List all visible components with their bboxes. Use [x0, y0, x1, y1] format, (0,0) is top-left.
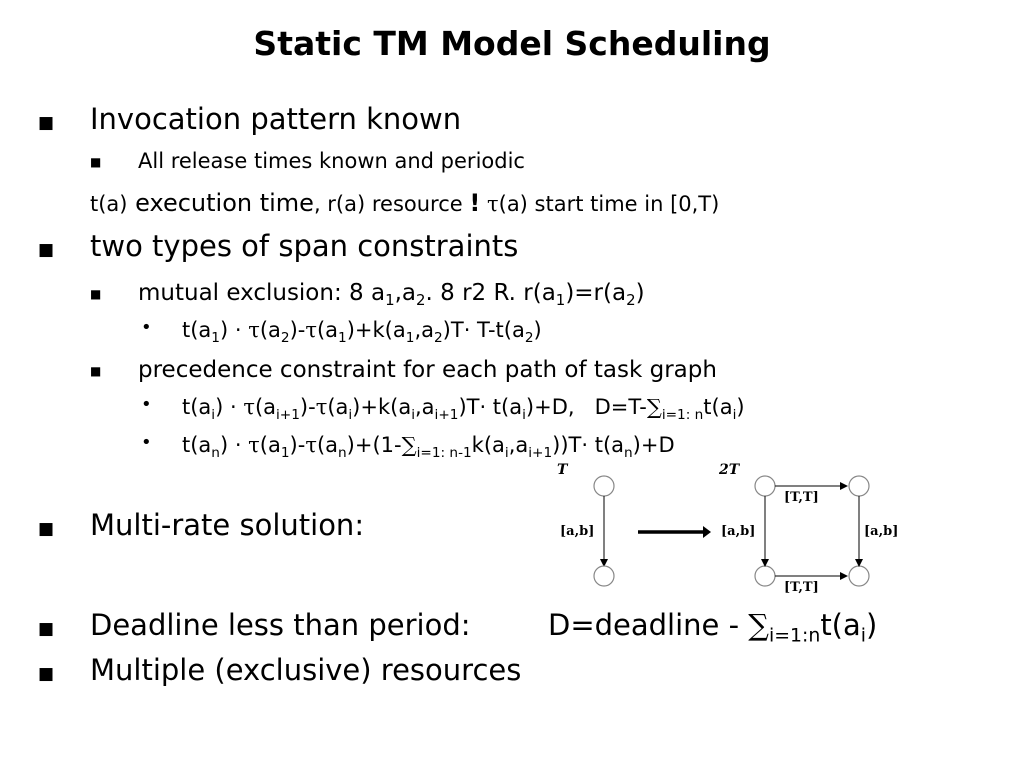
text-run: !: [469, 189, 481, 217]
text-run: )T· T-t(a: [442, 318, 525, 342]
text-run: ,a: [414, 318, 434, 342]
item-span-constraints: two types of span constraints: [90, 229, 519, 263]
item-invocation: Invocation pattern known: [90, 102, 462, 136]
left-period-label: T: [557, 462, 568, 478]
subscript: i=1:n: [769, 625, 821, 647]
subscript: n: [338, 444, 347, 461]
equation-mutex: [182, 318, 542, 346]
text-run: (a: [254, 395, 276, 419]
subscript: i: [348, 406, 353, 423]
tau-symbol: τ: [248, 433, 260, 457]
subscript: 1: [338, 329, 347, 346]
right-top-right-node: [849, 476, 869, 496]
text-run: ,a: [508, 433, 529, 457]
text-run: Deadline less than period:: [90, 608, 471, 642]
text-run: )+D, D=T-: [525, 395, 647, 419]
text-run: )-: [289, 433, 306, 457]
left-bottom-node: [594, 566, 614, 586]
text-run: (a: [316, 433, 339, 457]
subscript: i: [411, 406, 415, 423]
text-run: )-: [289, 318, 306, 342]
text-run: )-: [299, 395, 316, 419]
subscript: i+1: [434, 406, 459, 423]
subscript: i: [211, 406, 216, 423]
bullet-square: ■: [38, 113, 55, 133]
subscript: 1: [211, 329, 220, 346]
text-run: t(a: [182, 318, 212, 342]
text-run: mutual exclusion:: [138, 280, 350, 306]
text-run: ) ·: [219, 433, 249, 457]
item-mutual-exclusion: [138, 280, 645, 310]
subscript: n: [624, 444, 633, 461]
subscript: i: [732, 406, 737, 423]
text-run: (a: [327, 395, 349, 419]
text-run: , r(a) resource: [313, 192, 470, 216]
item-execution-time: [90, 189, 719, 217]
text-run: . 8 r2 R. r(a: [425, 280, 556, 306]
transform-arrow-head: [703, 526, 711, 538]
subscript: 2: [416, 291, 426, 310]
item-multiple-resources: Multiple (exclusive) resources: [90, 653, 522, 687]
subscript: i: [522, 406, 526, 423]
tau-symbol: τ: [305, 433, 317, 457]
text-run: ) ·: [219, 318, 249, 342]
page-title: Static TM Model Scheduling: [253, 24, 771, 63]
subscript: 2: [433, 329, 443, 346]
subscript: 1: [385, 291, 395, 310]
text-run: (a: [259, 318, 281, 342]
left-interval-label: [a,b]: [560, 524, 595, 539]
text-run: (a: [316, 318, 339, 342]
equation-cycle: [182, 433, 675, 461]
text-run: ): [533, 318, 542, 342]
multirate-diagram: [540, 455, 920, 605]
item-precedence: precedence constraint for each path of task graph: [138, 357, 717, 383]
bottom-interval-label: [T,T]: [784, 580, 819, 595]
text-run: D=deadline -: [548, 608, 749, 642]
text-run: ))T· t(a: [552, 433, 625, 457]
subscript: i: [504, 444, 509, 461]
text-run: execution time: [127, 189, 314, 217]
tau-symbol: τ: [305, 318, 317, 342]
bullet-small-square: ■: [90, 364, 102, 378]
text-run: (a) start time in [0,T): [498, 192, 720, 216]
right-right-interval-label: [a,b]: [864, 524, 899, 539]
bullet-small-square: ■: [90, 155, 102, 169]
tau-symbol: τ: [315, 395, 328, 419]
bullet-dot: •: [141, 394, 152, 415]
bullet-square: ■: [38, 664, 55, 684]
text-run: (a: [259, 433, 281, 457]
bullet-square: ■: [38, 619, 55, 639]
text-run: ,a: [394, 280, 416, 306]
text-run: k(a: [471, 433, 505, 457]
text-run: )+D: [632, 433, 675, 457]
text-run: )+(1-: [346, 433, 402, 457]
subscript: i: [860, 625, 867, 647]
bullet-square: ■: [38, 240, 55, 260]
sigma-symbol: ∑: [401, 433, 417, 457]
bullet-dot: •: [141, 317, 152, 338]
text-run: ) ·: [215, 395, 244, 419]
text-run: )+k(a: [352, 395, 412, 419]
tau-symbol: τ: [243, 395, 255, 419]
text-run: )T· t(a: [458, 395, 523, 419]
subscript: 1: [555, 291, 566, 310]
text-run: t(a: [703, 395, 733, 419]
text-run: ): [866, 608, 878, 642]
bullet-small-square: ■: [90, 287, 102, 301]
subscript: i=1: n: [661, 406, 704, 423]
right-top-left-node: [755, 476, 775, 496]
text-run: t(a: [820, 608, 861, 642]
right-bottom-right-node: [849, 566, 869, 586]
tau-symbol: τ: [248, 318, 260, 342]
text-run: ): [736, 395, 745, 419]
subscript: 1: [280, 444, 290, 461]
right-bottom-left-node: [755, 566, 775, 586]
subscript: i+1: [276, 406, 300, 423]
equation-precedence: [182, 395, 745, 423]
text-run: )=r(a: [565, 280, 627, 306]
subscript: 2: [280, 329, 290, 346]
subscript: 2: [524, 329, 534, 346]
text-run: t(a): [90, 192, 128, 216]
subscript: i=1: n-1: [416, 444, 472, 461]
subscript: 2: [626, 291, 636, 310]
subscript: 1: [405, 329, 415, 346]
item-deadline: [90, 608, 471, 642]
sigma-symbol: ∑: [748, 608, 769, 642]
item-release-times: All release times known and periodic: [138, 149, 525, 173]
top-interval-label: [T,T]: [784, 490, 819, 505]
left-top-node: [594, 476, 614, 496]
text-run: t(a: [182, 433, 212, 457]
item-multi-rate: Multi-rate solution:: [90, 508, 365, 542]
bullet-dot: •: [141, 432, 152, 453]
deadline-formula: [548, 608, 878, 647]
tau-symbol: τ: [487, 192, 499, 216]
text-run: ): [635, 280, 645, 306]
text-run: )+k(a: [346, 318, 406, 342]
text-run: t(a: [182, 395, 212, 419]
subscript: n: [211, 444, 220, 461]
subscript: i+1: [528, 444, 553, 461]
sigma-symbol: ∑: [646, 395, 662, 419]
text-run: ,a: [414, 395, 435, 419]
right-left-interval-label: [a,b]: [721, 524, 756, 539]
bullet-square: ■: [38, 519, 55, 539]
text-run: 8 a: [349, 280, 386, 306]
right-period-label: 2T: [719, 462, 740, 478]
